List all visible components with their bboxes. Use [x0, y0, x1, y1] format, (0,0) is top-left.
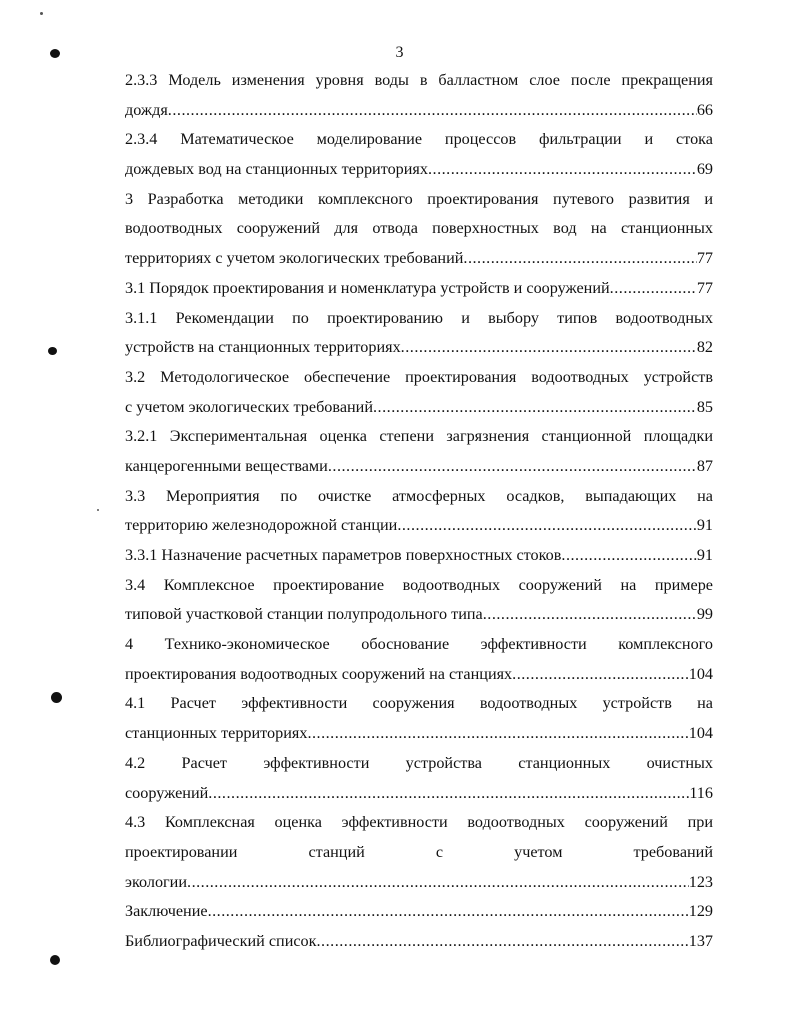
- toc-entry-3: [125, 185, 713, 274]
- toc-entry-last-line: [125, 452, 713, 482]
- dot-leader: [483, 600, 697, 630]
- toc-entry-last-line: [125, 897, 713, 927]
- dot-leader: [401, 333, 697, 363]
- toc-entry-last-line: [125, 155, 713, 185]
- toc-page-number: 77: [696, 249, 713, 268]
- toc-page-number: 137: [688, 931, 713, 950]
- toc-entry-text: 4.3 Комплексная оценка эффективности водоотводных сооружений при: [125, 813, 713, 832]
- toc-page-number: 77: [696, 278, 713, 297]
- dot-leader: [373, 393, 697, 423]
- page-number: 3: [395, 44, 404, 61]
- toc-entry-bibliography: [125, 927, 713, 957]
- toc-entry-title: 3.3.1 Назначение расчетных параметров поверхностных стоков: [125, 546, 562, 564]
- toc-page-number: 82: [696, 338, 713, 357]
- scan-mark-dot: [48, 347, 57, 355]
- toc-entry-conclusion: [125, 897, 713, 927]
- toc-entry-last-line: [125, 244, 713, 274]
- toc-entry-3-3: [125, 482, 713, 541]
- scan-mark-dot: [50, 955, 60, 965]
- toc-entry-title: сооружений: [125, 783, 209, 802]
- toc-entry-last-line: [125, 96, 713, 126]
- table-of-contents: [125, 66, 713, 957]
- toc-entry-last-line: [125, 511, 713, 541]
- toc-entry-title: дождя: [125, 100, 168, 119]
- toc-entry-3-1-1: [125, 304, 713, 363]
- toc-page-number: 129: [688, 902, 713, 921]
- toc-page-number: 104: [688, 664, 713, 683]
- dot-leader: [208, 897, 689, 927]
- dot-leader: [208, 779, 689, 809]
- toc-entry-text: 2.3.4 Математическое моделирование процессов фильтрации и стока: [125, 130, 713, 149]
- toc-entry-title: проектирования водоотводных сооружений на станциях: [125, 664, 513, 683]
- toc-entry-title: Заключение: [125, 902, 208, 921]
- dot-leader: [168, 96, 697, 126]
- toc-entry-title: дождевых вод на станционных территориях: [125, 160, 428, 179]
- dot-leader: [610, 274, 697, 304]
- toc-entry-text: проектировании станций с учетом требований: [125, 842, 713, 861]
- toc-entry-title: территориях с учетом экологических требований: [125, 249, 464, 268]
- toc-entry-title: территорию железнодорожной станции: [125, 516, 398, 535]
- toc-entry-text: 3.4 Комплексное проектирование водоотводных сооружений на примере: [125, 575, 713, 594]
- dot-leader: [328, 452, 697, 482]
- dot-leader: [187, 868, 689, 898]
- toc-page-number: 66: [696, 100, 713, 119]
- toc-entry-4-3: [125, 808, 713, 897]
- toc-entry-4-1: [125, 689, 713, 748]
- toc-entry-last-line: [125, 333, 713, 363]
- toc-entry-title: с учетом экологических требований: [125, 397, 373, 416]
- toc-page-number: 91: [696, 516, 713, 535]
- toc-page-number: 99: [696, 605, 713, 624]
- toc-entry-title: типовой участковой станции полупродольного типа: [125, 605, 483, 624]
- toc-entry-3-1: [125, 274, 713, 304]
- toc-entry-text: 4.2 Расчет эффективности устройства станционных очистных: [125, 753, 713, 772]
- toc-entry-3-3-1: [125, 541, 713, 571]
- toc-entry-2-3-3: [125, 66, 713, 125]
- toc-entry-title: станционных территориях: [125, 724, 308, 743]
- toc-entry-title: Библиографический список: [125, 931, 317, 950]
- toc-page-number: 85: [696, 397, 713, 416]
- toc-entry-text: 3.3 Мероприятия по очистке атмосферных осадков, выпадающих на: [125, 486, 713, 505]
- toc-entry-last-line: [125, 660, 713, 690]
- toc-entry-last-line: [125, 541, 713, 571]
- toc-entry-last-line: [125, 779, 713, 809]
- toc-entry-title: экологии: [125, 872, 188, 891]
- toc-entry-last-line: [125, 274, 713, 304]
- toc-entry-text: 4 Технико-экономическое обоснование эффективности комплексного: [125, 635, 713, 654]
- toc-entry-2-3-4: [125, 125, 713, 184]
- toc-entry-text: 2.3.3 Модель изменения уровня воды в балластном слое после прекращения: [125, 71, 713, 89]
- toc-page-number: 116: [689, 783, 713, 802]
- toc-entry-text: 3 Разработка методики комплексного проектирования путевого развития и: [125, 189, 713, 208]
- toc-entry-last-line: [125, 868, 713, 898]
- dot-leader: [561, 541, 696, 571]
- dot-leader: [463, 244, 696, 274]
- toc-page-number: 104: [688, 724, 713, 743]
- dot-leader: [512, 660, 689, 690]
- scan-speck: [97, 509, 99, 511]
- toc-entry-text: 3.2.1 Экспериментальная оценка степени загрязнения станционной площадки: [125, 427, 713, 446]
- toc-entry-text: 3.1.1 Рекомендации по проектированию и выбору типов водоотводных: [125, 308, 713, 327]
- scan-mark-dot: [50, 49, 60, 58]
- dot-leader: [428, 155, 697, 185]
- toc-entry-text: 4.1 Расчет эффективности сооружения водоотводных устройств на: [125, 694, 713, 713]
- toc-entry-last-line: [125, 393, 713, 423]
- toc-entry-text: 3.2 Методологическое обеспечение проектирования водоотводных устройств: [125, 367, 713, 386]
- toc-entry-text: водоотводных сооружений для отвода поверхностных вод на станционных: [125, 219, 713, 238]
- scan-speck: [40, 12, 43, 15]
- toc-entry-3-2-1: [125, 422, 713, 481]
- dot-leader: [397, 511, 696, 541]
- toc-entry-last-line: [125, 600, 713, 630]
- toc-entry-4-2: [125, 749, 713, 808]
- toc-entry-title: 3.1 Порядок проектирования и номенклатура устройств и сооружений: [125, 278, 610, 297]
- toc-entry-title: канцерогенными веществами: [125, 456, 328, 475]
- toc-entry-last-line: [125, 927, 713, 957]
- toc-page-number: 69: [696, 160, 713, 179]
- dot-leader: [317, 927, 689, 957]
- toc-page-number: 91: [696, 546, 713, 564]
- scan-mark-dot: [51, 692, 62, 703]
- toc-page-number: 123: [688, 872, 713, 891]
- toc-page-number: 87: [696, 456, 713, 475]
- toc-entry-3-4: [125, 571, 713, 630]
- toc-entry-title: устройств на станционных территориях: [125, 338, 401, 357]
- dot-leader: [307, 719, 688, 749]
- toc-entry-3-2: [125, 363, 713, 422]
- toc-entry-last-line: [125, 719, 713, 749]
- toc-entry-4: [125, 630, 713, 689]
